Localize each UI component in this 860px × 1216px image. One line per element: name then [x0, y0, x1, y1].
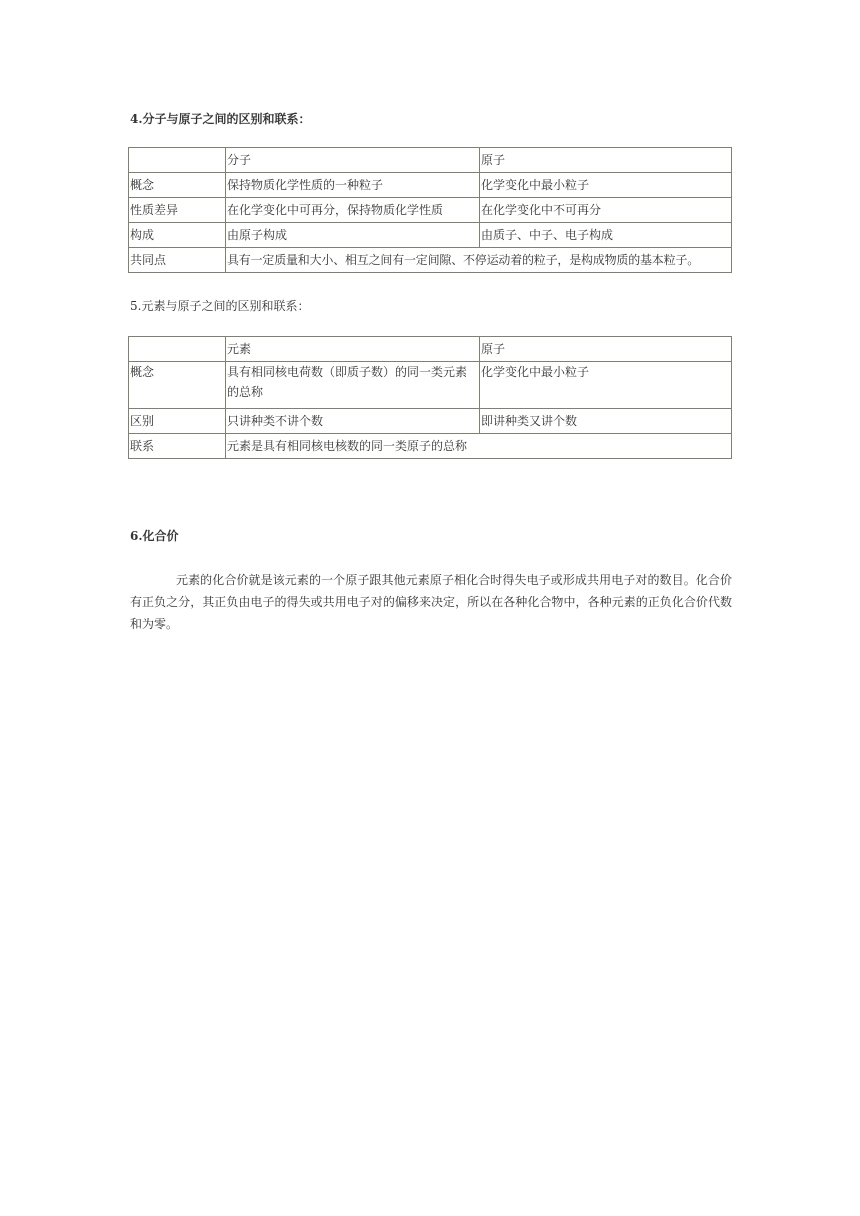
section6-title: 6.化合价: [130, 529, 179, 543]
header-atom-cell: 原子: [480, 148, 732, 173]
row-label-cell: 区别: [129, 409, 226, 434]
atom-cell: 在化学变化中不可再分: [480, 198, 732, 223]
atom-cell: 即讲种类又讲个数: [480, 409, 732, 434]
row-label-cell: 概念: [129, 173, 226, 198]
molecule-atom-table: [128, 147, 732, 273]
element-cell: 具有相同核电荷数（即质子数）的同一类元素的总称: [226, 362, 480, 409]
row-label-cell: 联系: [129, 434, 226, 459]
header-atom-cell: 原子: [480, 337, 732, 362]
atom-cell: 化学变化中最小粒子: [480, 173, 732, 198]
row-label-cell: 共同点: [129, 248, 226, 273]
table-row-common: [129, 248, 732, 273]
header-blank-cell: [129, 337, 226, 362]
atom-cell: 由质子、中子、电子构成: [480, 223, 732, 248]
table-header-row: [129, 337, 732, 362]
table-row: [129, 173, 732, 198]
section4-title: 4.分子与原子之间的区别和联系：: [130, 112, 311, 126]
valence-paragraph: 元素的化合价就是该元素的一个原子跟其他元素原子相化合时得失电子或形成共用电子对的数目。化合价有正负之分，其正负由电子的得失或共用电子对的偏移来决定，所以在各种化合物中，各种元素的正负化合价代数和为零。: [130, 573, 732, 631]
molecule-cell: 在化学变化中可再分，保持物质化学性质: [226, 198, 480, 223]
molecule-cell: 保持物质化学性质的一种粒子: [226, 173, 480, 198]
row-label-cell: 性质差异: [129, 198, 226, 223]
table-header-row: [129, 148, 732, 173]
header-molecule-cell: 分子: [226, 148, 480, 173]
table-row: [129, 362, 732, 409]
table-row: [129, 409, 732, 434]
element-cell: 只讲种类不讲个数: [226, 409, 480, 434]
row-label-cell: 概念: [129, 362, 226, 409]
table-row-relation: [129, 434, 732, 459]
common-text-cell: 具有一定质量和大小、相互之间有一定间隙、不停运动着的粒子，是构成物质的基本粒子。: [226, 248, 732, 273]
section5-title: 5.元素与原子之间的区别和联系：: [130, 299, 310, 313]
header-blank-cell: [129, 148, 226, 173]
atom-cell: 化学变化中最小粒子: [480, 362, 732, 409]
table-row: [129, 198, 732, 223]
header-element-cell: 元素: [226, 337, 480, 362]
table-row: [129, 223, 732, 248]
relation-text-cell: 元素是具有相同核电核数的同一类原子的总称: [226, 434, 732, 459]
molecule-cell: 由原子构成: [226, 223, 480, 248]
element-atom-table: [128, 336, 732, 459]
row-label-cell: 构成: [129, 223, 226, 248]
